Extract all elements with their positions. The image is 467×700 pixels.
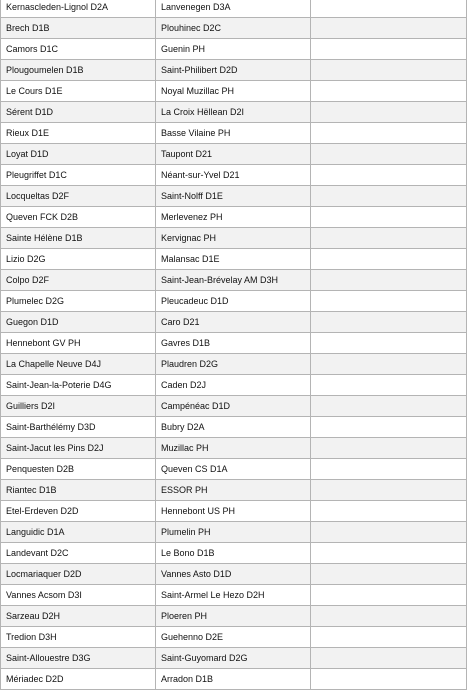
home-team-cell: Sarzeau D2H [1,606,156,627]
home-team-cell: Brech D1B [1,18,156,39]
home-team-cell: La Chapelle Neuve D4J [1,354,156,375]
home-team-cell: Queven FCK D2B [1,207,156,228]
away-team-cell: Noyal Muzillac PH [156,81,311,102]
home-team-cell: Guegon D1D [1,312,156,333]
table-row [1,207,467,228]
away-team-cell: Gavres D1B [156,333,311,354]
table-row [1,375,467,396]
home-team-cell: Saint-Barthélémy D3D [1,417,156,438]
empty-cell [311,375,467,396]
empty-cell [311,396,467,417]
empty-cell [311,60,467,81]
away-team-cell: Hennebont US PH [156,501,311,522]
table-row [1,522,467,543]
home-team-cell: Riantec D1B [1,480,156,501]
away-team-cell: Taupont D21 [156,144,311,165]
empty-cell [311,312,467,333]
empty-cell [311,81,467,102]
table-row [1,270,467,291]
table-row [1,0,467,18]
home-team-cell: Camors D1C [1,39,156,60]
empty-cell [311,480,467,501]
home-team-cell: Hennebont GV PH [1,333,156,354]
away-team-cell: Lanvenegen D3A [156,0,311,18]
home-team-cell: Locqueltas D2F [1,186,156,207]
home-team-cell: Loyat D1D [1,144,156,165]
away-team-cell: Caden D2J [156,375,311,396]
empty-cell [311,186,467,207]
home-team-cell: Sérent D1D [1,102,156,123]
empty-cell [311,543,467,564]
empty-cell [311,144,467,165]
away-team-cell: Merlevenez PH [156,207,311,228]
table-row [1,438,467,459]
away-team-cell: Néant-sur-Yvel D21 [156,165,311,186]
away-team-cell: Queven CS D1A [156,459,311,480]
fixtures-table-body [1,0,467,690]
table-row [1,60,467,81]
away-team-cell: Ploeren PH [156,606,311,627]
table-row [1,333,467,354]
table-row [1,165,467,186]
empty-cell [311,249,467,270]
home-team-cell: Languidic D1A [1,522,156,543]
table-row [1,585,467,606]
empty-cell [311,438,467,459]
away-team-cell: Saint-Nolff D1E [156,186,311,207]
empty-cell [311,291,467,312]
away-team-cell: Le Bono D1B [156,543,311,564]
home-team-cell: Sainte Hélène D1B [1,228,156,249]
away-team-cell: Muzillac PH [156,438,311,459]
home-team-cell: Saint-Jacut les Pins D2J [1,438,156,459]
empty-cell [311,501,467,522]
empty-cell [311,627,467,648]
empty-cell [311,207,467,228]
empty-cell [311,0,467,18]
table-row [1,564,467,585]
home-team-cell: Colpo D2F [1,270,156,291]
away-team-cell: Saint-Armel Le Hezo D2H [156,585,311,606]
away-team-cell: La Croix Hëllean D2I [156,102,311,123]
home-team-cell: Plougoumelen D1B [1,60,156,81]
away-team-cell: Guehenno D2E [156,627,311,648]
away-team-cell: Pleucadeuc D1D [156,291,311,312]
empty-cell [311,39,467,60]
empty-cell [311,228,467,249]
home-team-cell: Vannes Acsom D3I [1,585,156,606]
table-row [1,648,467,669]
empty-cell [311,165,467,186]
empty-cell [311,102,467,123]
away-team-cell: Bubry D2A [156,417,311,438]
away-team-cell: Plouhinec D2C [156,18,311,39]
empty-cell [311,270,467,291]
table-row [1,606,467,627]
home-team-cell: Penquesten D2B [1,459,156,480]
home-team-cell: Lizio D2G [1,249,156,270]
away-team-cell: Kervignac PH [156,228,311,249]
table-row [1,81,467,102]
table-row [1,417,467,438]
table-row [1,459,467,480]
table-row [1,669,467,690]
table-row [1,291,467,312]
table-row [1,396,467,417]
table-row [1,480,467,501]
table-row [1,312,467,333]
home-team-cell: Plumelec D2G [1,291,156,312]
table-row [1,102,467,123]
table-row [1,186,467,207]
home-team-cell: Le Cours D1E [1,81,156,102]
away-team-cell: ESSOR PH [156,480,311,501]
home-team-cell: Etel-Erdeven D2D [1,501,156,522]
home-team-cell: Landevant D2C [1,543,156,564]
table-row [1,228,467,249]
empty-cell [311,564,467,585]
away-team-cell: Plumelin PH [156,522,311,543]
table-row [1,249,467,270]
empty-cell [311,648,467,669]
away-team-cell: Basse Vilaine PH [156,123,311,144]
table-row [1,543,467,564]
away-team-cell: Vannes Asto D1D [156,564,311,585]
home-team-cell: Pleugriffet D1C [1,165,156,186]
empty-cell [311,18,467,39]
empty-cell [311,417,467,438]
home-team-cell: Kernascleden-Lignol D2A [1,0,156,18]
empty-cell [311,459,467,480]
table-row [1,123,467,144]
table-row [1,354,467,375]
home-team-cell: Tredion D3H [1,627,156,648]
away-team-cell: Plaudren D2G [156,354,311,375]
empty-cell [311,606,467,627]
away-team-cell: Campénéac D1D [156,396,311,417]
home-team-cell: Mériadec D2D [1,669,156,690]
table-row [1,39,467,60]
away-team-cell: Guenin PH [156,39,311,60]
table-row [1,144,467,165]
home-team-cell: Saint-Allouestre D3G [1,648,156,669]
empty-cell [311,333,467,354]
table-row [1,627,467,648]
empty-cell [311,522,467,543]
table-row [1,18,467,39]
empty-cell [311,354,467,375]
table-row [1,501,467,522]
home-team-cell: Saint-Jean-la-Poterie D4G [1,375,156,396]
home-team-cell: Rieux D1E [1,123,156,144]
away-team-cell: Arradon D1B [156,669,311,690]
empty-cell [311,123,467,144]
empty-cell [311,585,467,606]
away-team-cell: Saint-Jean-Brévelay AM D3H [156,270,311,291]
away-team-cell: Caro D21 [156,312,311,333]
away-team-cell: Malansac D1E [156,249,311,270]
home-team-cell: Guilliers D2I [1,396,156,417]
away-team-cell: Saint-Guyomard D2G [156,648,311,669]
home-team-cell: Locmariaquer D2D [1,564,156,585]
away-team-cell: Saint-Philibert D2D [156,60,311,81]
empty-cell [311,669,467,690]
